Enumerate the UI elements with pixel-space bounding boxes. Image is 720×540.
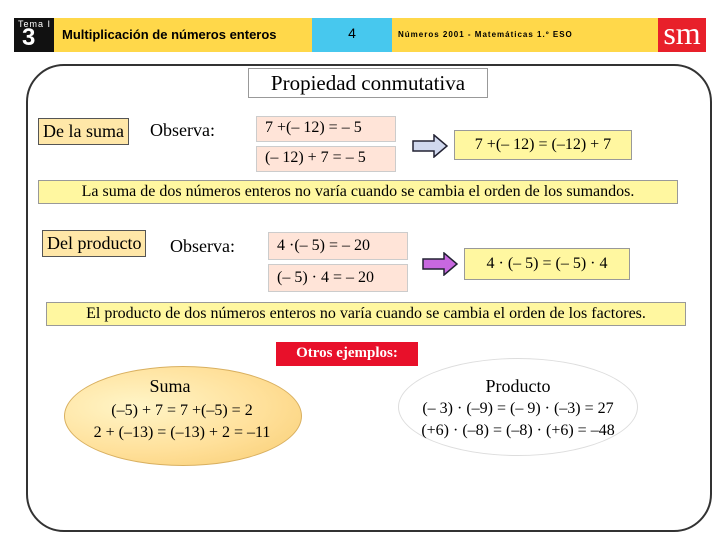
- suma-label: De la suma: [38, 118, 129, 145]
- suma-observe: Observa:: [150, 120, 215, 140]
- page-number: 4: [348, 25, 356, 41]
- suma-eq2: (– 12) + 7 = – 5: [256, 146, 396, 172]
- producto-examples-heading: Producto: [485, 376, 551, 396]
- suma-example-line: 2 + (–13) = (–13) + 2 = –11: [93, 424, 271, 441]
- otros-ejemplos-label: Otros ejemplos:: [276, 342, 418, 366]
- producto-eq1: 4 ·(– 5) = – 20: [268, 232, 408, 260]
- producto-example-line: (– 3) · (–9) = (– 9) · (–3) = 27: [422, 400, 614, 417]
- producto-eq2: (– 5) · 4 = – 20: [268, 264, 408, 292]
- producto-example-line: (+6) · (–8) = (–8) · (+6) = –48: [421, 422, 615, 439]
- unit-title-box: [54, 18, 312, 52]
- arrow-right-icon: [422, 252, 458, 276]
- tema-number: 3: [22, 24, 36, 51]
- book-title: Números 2001 - Matemáticas 1.º ESO: [398, 30, 573, 39]
- suma-eq1: 7 +(– 12) = – 5: [256, 116, 396, 142]
- unit-title: Multiplicación de números enteros: [62, 27, 277, 42]
- suma-examples-heading: Suma: [149, 376, 191, 396]
- tema-label: Tema I: [18, 19, 52, 29]
- producto-observe: Observa:: [170, 236, 235, 256]
- sm-logo: [658, 15, 706, 52]
- logo-text: sm: [663, 15, 701, 51]
- page-number-box: [312, 18, 392, 52]
- arrow-right-icon: [412, 134, 448, 158]
- header-bar: [0, 15, 720, 52]
- producto-result: 4 · (– 5) = (– 5) · 4: [464, 248, 630, 280]
- suma-example-line: (–5) + 7 = 7 +(–5) = 2: [111, 402, 253, 419]
- page-title: Propiedad conmutativa: [248, 68, 488, 98]
- producto-label: Del producto: [42, 230, 146, 257]
- suma-rule: La suma de dos números enteros no varía cuando se cambia el orden de los sumandos.: [38, 180, 678, 204]
- producto-rule: El producto de dos números enteros no varía cuando se cambia el orden de los factores.: [46, 302, 686, 326]
- suma-result: 7 +(– 12) = (–12) + 7: [454, 130, 632, 160]
- tema-badge: [14, 18, 54, 52]
- book-title-box: [392, 18, 658, 52]
